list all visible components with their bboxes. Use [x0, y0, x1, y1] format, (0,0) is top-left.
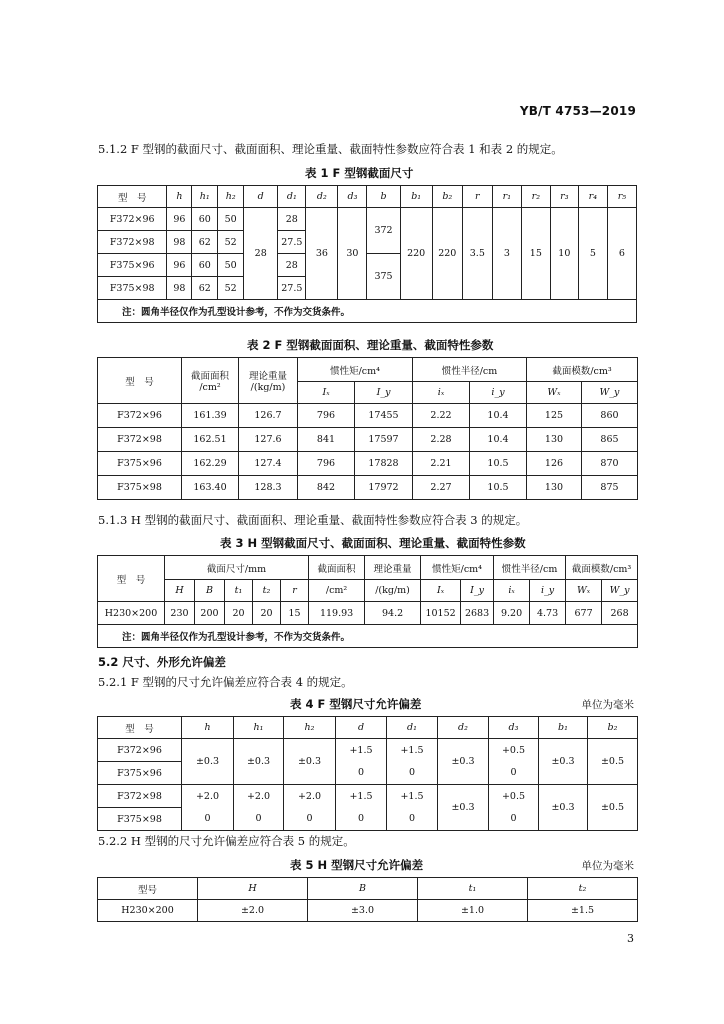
table5-head-H: H — [198, 878, 308, 900]
table2-cell: 128.3 — [239, 476, 298, 500]
table5-cell: ±2.0 — [198, 900, 308, 922]
table1-head-b2: b₂ — [432, 186, 462, 208]
table2-head-model: 型 号 — [98, 358, 182, 404]
table1-note-row — [98, 300, 637, 323]
table3-head-dim: 截面尺寸/mm — [165, 556, 309, 580]
table2-head-modulus: 截面模数/cm³ — [527, 358, 638, 382]
table4-tol-upper: +1.5 — [349, 791, 373, 802]
table1-head-r1: r₁ — [492, 186, 521, 208]
table2-sub-Wx: Wₓ — [527, 382, 582, 404]
table2-cell: 870 — [582, 452, 638, 476]
table4-head-b2: b₂ — [588, 717, 638, 739]
table4-head-d2: d₂ — [438, 717, 489, 739]
table1-head-h2: h₂ — [218, 186, 244, 208]
table2-caption: 表 2 F 型钢截面面积、理论重量、截面特性参数 — [247, 338, 494, 352]
table-row — [98, 602, 638, 625]
table2-cell: 17972 — [355, 476, 413, 500]
table2-cell: 127.4 — [239, 452, 298, 476]
table1-cell: 3.5 — [462, 208, 492, 300]
table2-cell: 2.27 — [413, 476, 470, 500]
table4-tol-lower: 0 — [255, 813, 262, 824]
table4-tol-upper: +2.0 — [297, 791, 322, 802]
table3-cell: 15 — [281, 602, 309, 625]
table3-sub-Ix: Iₓ — [421, 580, 461, 602]
table3-sub-B: B — [195, 580, 225, 602]
table1-cell: 60 — [192, 254, 218, 277]
table2-cell: 2.21 — [413, 452, 470, 476]
table5-head-B: B — [308, 878, 418, 900]
table4-cell: ±0.5 — [588, 739, 638, 785]
table5-head-t2: t₂ — [528, 878, 638, 900]
table3-head-inertia: 惯性矩/cm⁴ — [421, 556, 494, 580]
table3-header-row — [98, 556, 638, 580]
table4-tol-upper: +2.0 — [195, 791, 220, 802]
table2-cell: 875 — [582, 476, 638, 500]
table2-sub-iy: i_y — [470, 382, 527, 404]
table1-head-h: h — [167, 186, 192, 208]
table3-cell: 20 — [253, 602, 281, 625]
table4-tol-lower: 0 — [408, 767, 416, 778]
table1-cell: 98 — [167, 277, 192, 300]
table1-cell: 10 — [550, 208, 578, 300]
table-row — [98, 404, 638, 428]
table2-head-area-l1: 截面面积 — [190, 371, 229, 382]
table2-cell: 2.28 — [413, 428, 470, 452]
table-row — [98, 208, 637, 231]
table1-model: F375×98 — [98, 277, 167, 300]
table2-cell: 842 — [298, 476, 355, 500]
table2-cell: 796 — [298, 404, 355, 428]
table1-cell: 372 — [367, 208, 400, 254]
table1-cell: 220 — [432, 208, 462, 300]
table2-header-row — [98, 358, 638, 382]
table2-sub-Iy: I_y — [355, 382, 413, 404]
table-row — [98, 452, 638, 476]
table4-head-b1: b₁ — [539, 717, 588, 739]
table5-head-model: 型号 — [98, 878, 198, 900]
table2-cell: 10.4 — [470, 428, 527, 452]
table4-tol-upper: +2.0 — [246, 791, 271, 802]
table4-tol-lower: 0 — [306, 813, 313, 824]
table3-cell: 230 — [165, 602, 195, 625]
table3-sub-t1: t₁ — [225, 580, 253, 602]
table1-cell: 98 — [167, 231, 192, 254]
table2-cell: 17828 — [355, 452, 413, 476]
table3-cell: 200 — [195, 602, 225, 625]
table1-cell: 27.5 — [278, 277, 306, 300]
table3-sub-Wx: Wₓ — [566, 580, 602, 602]
table2-cell: 841 — [298, 428, 355, 452]
table4-tol-lower: 0 — [510, 813, 517, 824]
table3-cell: 94.2 — [365, 602, 421, 625]
table3-cell: 119.93 — [309, 602, 365, 625]
table1-cell: 50 — [218, 254, 244, 277]
table4-cell: ±0.3 — [182, 739, 234, 785]
table-row — [98, 476, 638, 500]
table1-model: F372×96 — [98, 208, 167, 231]
table5-header-row — [98, 878, 638, 900]
table4 — [97, 716, 638, 831]
table3-cell: 10152 — [421, 602, 461, 625]
table3-sub-Wy: W_y — [602, 580, 638, 602]
table4-cell — [336, 785, 387, 831]
table1-cell: 28 — [278, 254, 306, 277]
table1-cell: 36 — [306, 208, 338, 300]
table3-head-area-l1: 截面面积 — [309, 556, 365, 580]
table4-unit: 单位为毫米 — [581, 699, 634, 711]
section-5-2-title: 5.2 尺寸、外形允许偏差 — [98, 655, 226, 669]
table1-head-r4: r₄ — [578, 186, 607, 208]
table1-cell: 220 — [400, 208, 432, 300]
clause-5-2-1: 5.2.1 F 型钢的尺寸允许偏差应符合表 4 的规定。 — [98, 675, 353, 689]
table1-head-b1: b₁ — [400, 186, 432, 208]
table3-note-row — [98, 625, 638, 648]
table1-cell: 15 — [521, 208, 550, 300]
table-row — [98, 900, 638, 922]
table3-cell: 2683 — [461, 602, 494, 625]
table1-cell: 375 — [367, 254, 400, 300]
table4-head-d: d — [336, 717, 387, 739]
table5-head-t1: t₁ — [418, 878, 528, 900]
table4-cell — [387, 739, 438, 785]
table4-cell: ±0.3 — [234, 739, 284, 785]
table5-caption: 表 5 H 型钢尺寸允许偏差 — [290, 858, 424, 872]
table-row — [98, 785, 638, 808]
table1-cell: 6 — [607, 208, 636, 300]
table2-head-area — [182, 358, 239, 404]
table1-cell: 27.5 — [278, 231, 306, 254]
table2-cell: 162.51 — [182, 428, 239, 452]
table4-cell — [489, 785, 539, 831]
table3-cell: 268 — [602, 602, 638, 625]
table3-cell: 20 — [225, 602, 253, 625]
table2-cell: 10.5 — [470, 452, 527, 476]
table1-cell: 50 — [218, 208, 244, 231]
table4-cell — [284, 785, 336, 831]
table5-cell: ±1.5 — [528, 900, 638, 922]
table4-tol-upper: +1.5 — [349, 745, 373, 756]
table4-model: F372×96 — [98, 739, 182, 762]
table2-cell: 865 — [582, 428, 638, 452]
table2-cell: 10.4 — [470, 404, 527, 428]
table4-cell — [234, 785, 284, 831]
table1-cell: 96 — [167, 254, 192, 277]
table2-sub-Wy: W_y — [582, 382, 638, 404]
table-row — [98, 739, 638, 762]
table4-head-d1: d₁ — [387, 717, 438, 739]
table4-model: F375×98 — [98, 808, 182, 831]
table1-head-r3: r₃ — [550, 186, 578, 208]
page-number: 3 — [627, 932, 634, 945]
table4-cell: ±0.3 — [539, 739, 588, 785]
table3-caption: 表 3 H 型钢截面尺寸、截面面积、理论重量、截面特性参数 — [220, 536, 526, 550]
table1-cell: 3 — [492, 208, 521, 300]
table2-cell: 796 — [298, 452, 355, 476]
table4-cell — [336, 739, 387, 785]
table2-cell: F375×96 — [98, 452, 182, 476]
table1-header-row — [98, 186, 637, 208]
table1-head-r2: r₂ — [521, 186, 550, 208]
table3-sub-Iy: I_y — [461, 580, 494, 602]
table2-cell: 2.22 — [413, 404, 470, 428]
table2-cell: 860 — [582, 404, 638, 428]
table3-note: 注：圆角半径仅作为孔型设计参考，不作为交货条件。 — [98, 625, 638, 648]
table2-cell: F372×96 — [98, 404, 182, 428]
table2-cell: 163.40 — [182, 476, 239, 500]
table4-tol-lower: 0 — [357, 813, 365, 824]
table1-caption: 表 1 F 型钢截面尺寸 — [305, 166, 414, 180]
table2-sub-Ix: Iₓ — [298, 382, 355, 404]
table2-cell: 126.7 — [239, 404, 298, 428]
table2-cell: 126 — [527, 452, 582, 476]
table2-sub-ix: iₓ — [413, 382, 470, 404]
table1-cell: 60 — [192, 208, 218, 231]
table1 — [97, 185, 637, 323]
table2-head-weight-l2: /(kg/m) — [250, 382, 286, 393]
table1-cell: 30 — [338, 208, 367, 300]
table2-cell: 162.29 — [182, 452, 239, 476]
table5-unit: 单位为毫米 — [581, 860, 634, 872]
table3-sub-iy: i_y — [530, 580, 566, 602]
table1-model: F372×98 — [98, 231, 167, 254]
table4-model: F372×98 — [98, 785, 182, 808]
table1-head-r5: r₅ — [607, 186, 636, 208]
table4-cell: ±0.3 — [539, 785, 588, 831]
table4-head-h: h — [182, 717, 234, 739]
table2-cell: 130 — [527, 476, 582, 500]
table3-head-modulus: 截面模数/cm³ — [566, 556, 638, 580]
table-row — [98, 428, 638, 452]
table2 — [97, 357, 638, 500]
table1-head-d1: d₁ — [278, 186, 306, 208]
table4-model: F375×96 — [98, 762, 182, 785]
table5-cell: H230×200 — [98, 900, 198, 922]
table1-cell: 62 — [192, 277, 218, 300]
table2-cell: F375×98 — [98, 476, 182, 500]
table3-cell: 4.73 — [530, 602, 566, 625]
table1-head-b: b — [367, 186, 400, 208]
table1-cell: 28 — [278, 208, 306, 231]
table4-tol-lower: 0 — [357, 767, 365, 778]
table4-cell: ±0.3 — [438, 785, 489, 831]
table4-tol-lower: 0 — [510, 767, 517, 778]
table3-head-area-l2: /cm² — [309, 580, 365, 602]
clause-5-1-3: 5.1.3 H 型钢的截面尺寸、截面面积、理论重量、截面特性参数应符合表 3 的规定。 — [98, 513, 528, 527]
table3-sub-H: H — [165, 580, 195, 602]
table3-sub-t2: t₂ — [253, 580, 281, 602]
table2-cell: 125 — [527, 404, 582, 428]
clause-5-2-2: 5.2.2 H 型钢的尺寸允许偏差应符合表 5 的规定。 — [98, 834, 355, 848]
table4-cell: ±0.3 — [284, 739, 336, 785]
table3-head-weight-l2: /(kg/m) — [365, 580, 421, 602]
table5 — [97, 877, 638, 922]
table1-cell: 28 — [244, 208, 278, 300]
table3 — [97, 555, 638, 648]
table3-cell: 677 — [566, 602, 602, 625]
table3-head-model: 型 号 — [98, 556, 165, 602]
standard-code: YB/T 4753—2019 — [519, 104, 636, 118]
table4-cell: ±0.5 — [588, 785, 638, 831]
table3-cell: H230×200 — [98, 602, 165, 625]
table2-head-inertia: 惯性矩/cm⁴ — [298, 358, 413, 382]
table4-header-row — [98, 717, 638, 739]
table2-head-radius: 惯性半径/cm — [413, 358, 527, 382]
table5-cell: ±3.0 — [308, 900, 418, 922]
table4-head-model: 型 号 — [98, 717, 182, 739]
table4-tol-upper: +1.5 — [400, 791, 424, 802]
table1-head-d3: d₃ — [338, 186, 367, 208]
table2-cell: 130 — [527, 428, 582, 452]
table4-tol-upper: +0.5 — [501, 745, 526, 756]
table1-cell: 5 — [578, 208, 607, 300]
table1-head-model: 型 号 — [98, 186, 167, 208]
table2-head-area-l2: /cm² — [199, 382, 221, 393]
table1-note: 注：圆角半径仅作为孔型设计参考，不作为交货条件。 — [98, 300, 637, 323]
table2-cell: 161.39 — [182, 404, 239, 428]
table4-head-h1: h₁ — [234, 717, 284, 739]
table1-cell: 62 — [192, 231, 218, 254]
table1-head-d2: d₂ — [306, 186, 338, 208]
table1-cell: 96 — [167, 208, 192, 231]
table2-cell: 17455 — [355, 404, 413, 428]
table4-cell — [387, 785, 438, 831]
table3-sub-ix: iₓ — [494, 580, 530, 602]
table1-head-d: d — [244, 186, 278, 208]
table4-caption: 表 4 F 型钢尺寸允许偏差 — [290, 697, 422, 711]
table2-cell: 10.5 — [470, 476, 527, 500]
clause-5-1-2: 5.1.2 F 型钢的截面尺寸、截面面积、理论重量、截面特性参数应符合表 1 和表 2 的规定。 — [98, 142, 563, 156]
table4-head-h2: h₂ — [284, 717, 336, 739]
table2-head-weight — [239, 358, 298, 404]
table2-cell: F372×98 — [98, 428, 182, 452]
table4-cell: ±0.3 — [438, 739, 489, 785]
table1-head-h1: h₁ — [192, 186, 218, 208]
table3-head-weight-l1: 理论重量 — [365, 556, 421, 580]
table4-cell — [182, 785, 234, 831]
table1-cell: 52 — [218, 277, 244, 300]
table5-cell: ±1.0 — [418, 900, 528, 922]
table1-head-r: r — [462, 186, 492, 208]
table3-sub-r: r — [281, 580, 309, 602]
table2-cell: 17597 — [355, 428, 413, 452]
table1-cell: 52 — [218, 231, 244, 254]
table4-head-d3: d₃ — [489, 717, 539, 739]
table4-tol-lower: 0 — [204, 813, 211, 824]
table1-model: F375×96 — [98, 254, 167, 277]
table3-cell: 9.20 — [494, 602, 530, 625]
table3-head-radius: 惯性半径/cm — [494, 556, 566, 580]
table4-tol-upper: +1.5 — [400, 745, 424, 756]
table4-tol-upper: +0.5 — [501, 791, 526, 802]
table2-cell: 127.6 — [239, 428, 298, 452]
table3-subheader-row — [98, 580, 638, 602]
table2-head-weight-l1: 理论重量 — [248, 371, 287, 382]
table4-cell — [489, 739, 539, 785]
table4-tol-lower: 0 — [408, 813, 416, 824]
